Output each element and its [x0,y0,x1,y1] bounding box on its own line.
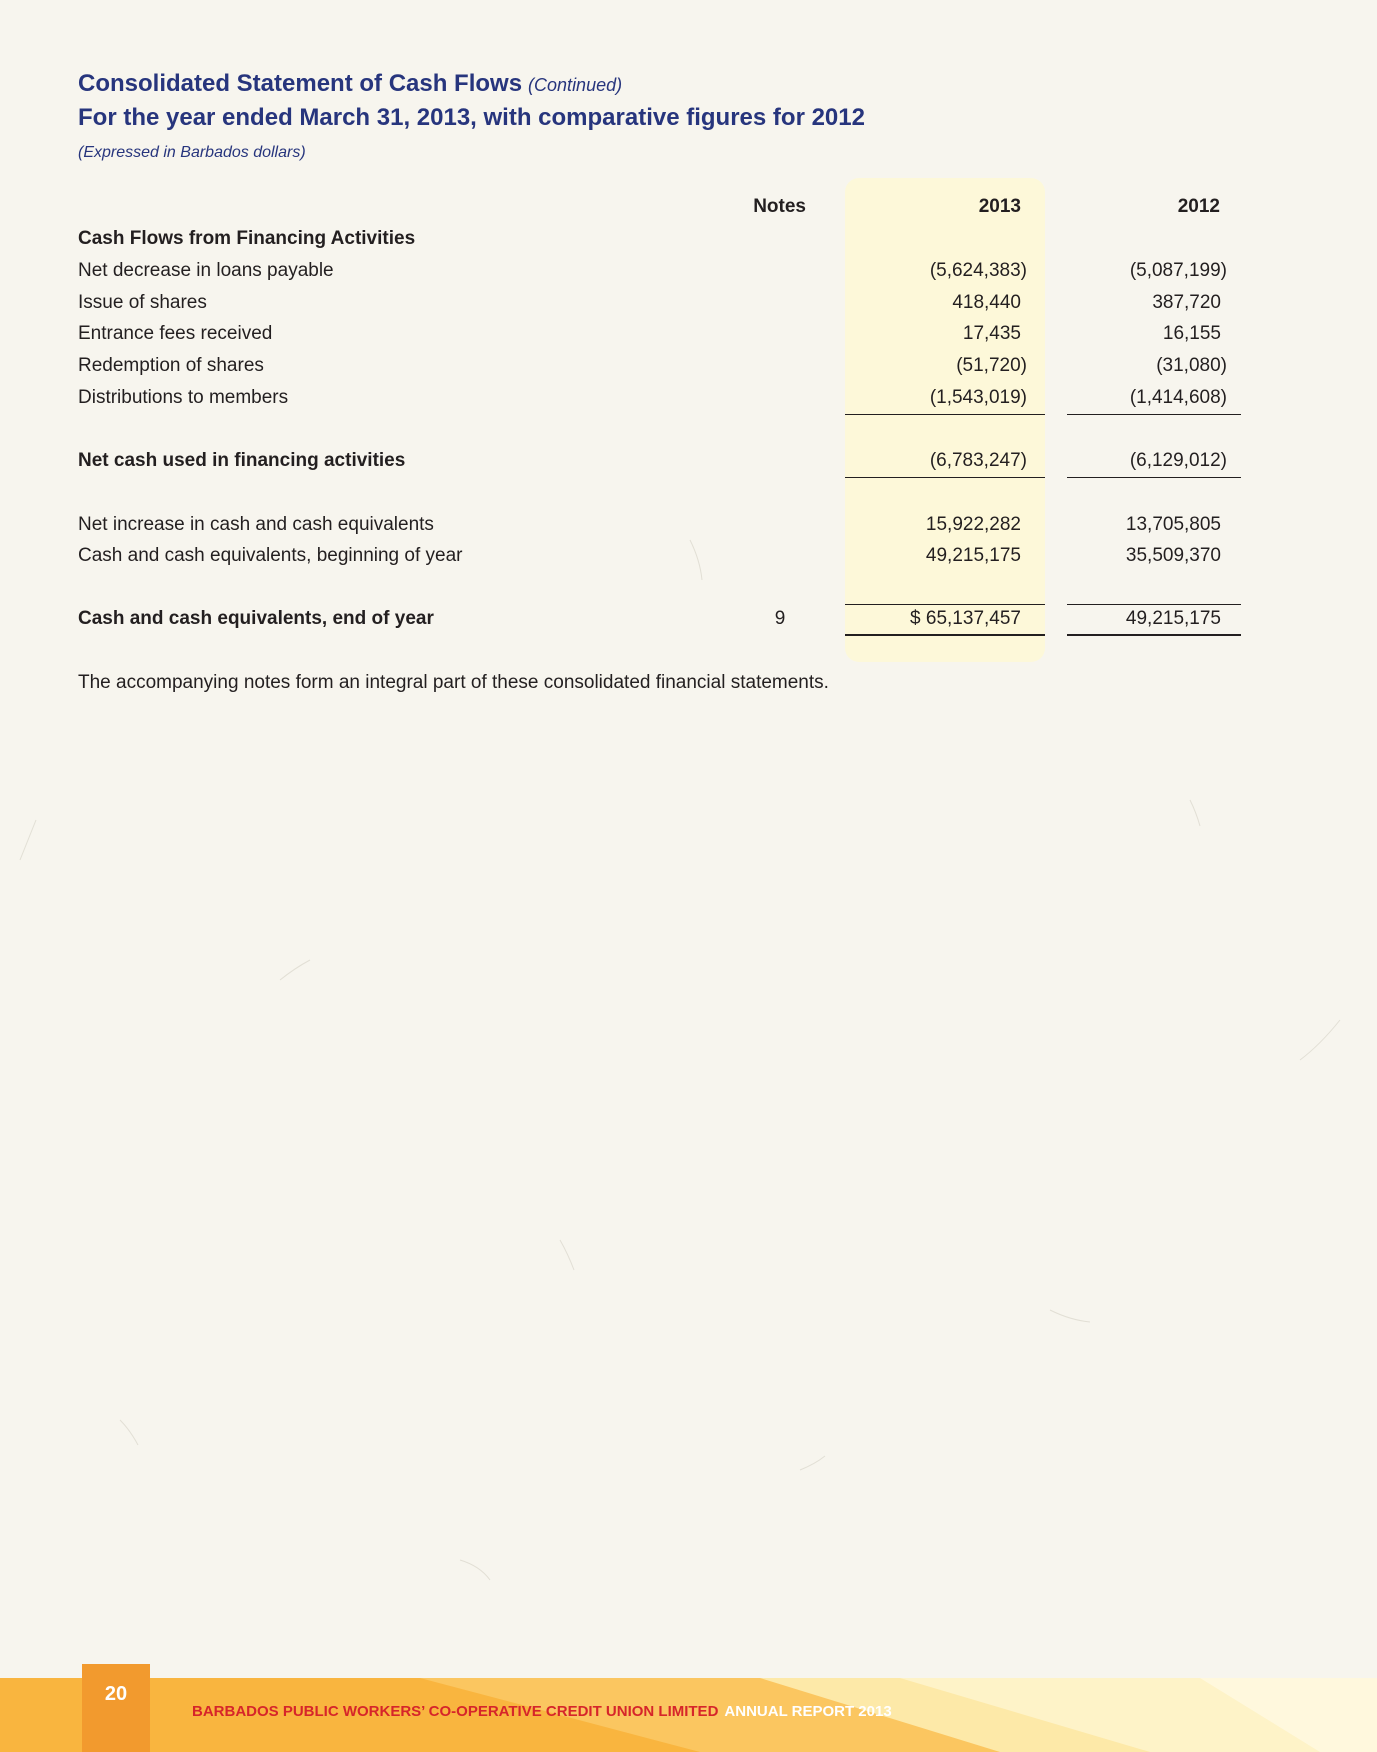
value-2013: 49,215,175 [925,545,1021,566]
row-label: Net decrease in loans payable [78,260,334,281]
row-label: Distributions to members [78,387,289,408]
table-row [0,323,1377,353]
value-2013: (6,783,247) [929,450,1027,471]
closing-top-rule-2012 [1067,604,1241,605]
net-financing-row [0,450,1377,480]
year-2012-column-header: 2012 [1177,196,1220,217]
value-2013: (1,543,019) [929,387,1027,408]
table-row [0,387,1377,417]
table-row [0,260,1377,290]
row-label: Net increase in cash and cash equivalents [78,514,434,535]
value-2012: 49,215,175 [1125,608,1221,629]
statement-title-main: Consolidated Statement of Cash Flows [78,70,523,97]
double-rule-2013 [845,634,1045,636]
footer-caption [192,1703,892,1720]
value-2012: 13,705,805 [1125,514,1221,535]
section-heading-row [0,228,1377,258]
footnote: The accompanying notes form an integral part of these consolidated financial statements. [78,672,829,693]
section-heading: Cash Flows from Financing Activities [78,228,416,249]
statement-subtitle: For the year ended March 31, 2013, with comparative figures for 2012 [78,104,865,131]
page-number: 20 [82,1664,150,1752]
note-reference: 9 [774,608,786,629]
row-label: Net cash used in financing activities [78,450,406,471]
value-2012: 16,155 [1162,323,1221,344]
year-2013-column-header: 2013 [978,196,1021,217]
value-2013: 17,435 [962,323,1021,344]
double-rule-2012 [1067,634,1241,636]
value-2012: (31,080) [1156,355,1227,376]
value-2013: (51,720) [956,355,1027,376]
row-label: Cash and cash equivalents, beginning of year [78,545,463,566]
table-row [0,292,1377,322]
value-2013: $ 65,137,457 [910,608,1021,629]
total-rule-2012 [1067,477,1241,478]
value-2013: 15,922,282 [925,514,1021,535]
value-2012: 35,509,370 [1125,545,1221,566]
row-label: Redemption of shares [78,355,264,376]
row-label: Entrance fees received [78,323,273,344]
net-increase-row [0,514,1377,544]
beginning-balance-row [0,545,1377,575]
row-label: Issue of shares [78,292,207,313]
value-2013: (5,624,383) [929,260,1027,281]
table-row [0,355,1377,385]
total-rule-2013 [845,477,1045,478]
value-2013: 418,440 [952,292,1021,313]
value-2012: 387,720 [1152,292,1221,313]
notes-column-header: Notes [753,196,806,217]
value-2012: (1,414,608) [1129,387,1227,408]
row-label: Cash and cash equivalents, end of year [78,608,434,629]
organization-name: BARBADOS PUBLIC WORKERS’ CO-OPERATIVE CREDIT UNION LIMITED [192,1703,719,1720]
closing-top-rule-2013 [845,604,1045,605]
continued-label: (Continued) [528,75,623,95]
report-title: ANNUAL REPORT 2013 [724,1703,892,1720]
statement-title [78,70,622,98]
subtotal-rule-2013 [845,414,1045,415]
value-2012: (5,087,199) [1129,260,1227,281]
subtotal-rule-2012 [1067,414,1241,415]
value-2012: (6,129,012) [1129,450,1227,471]
currency-note: (Expressed in Barbados dollars) [78,144,306,161]
